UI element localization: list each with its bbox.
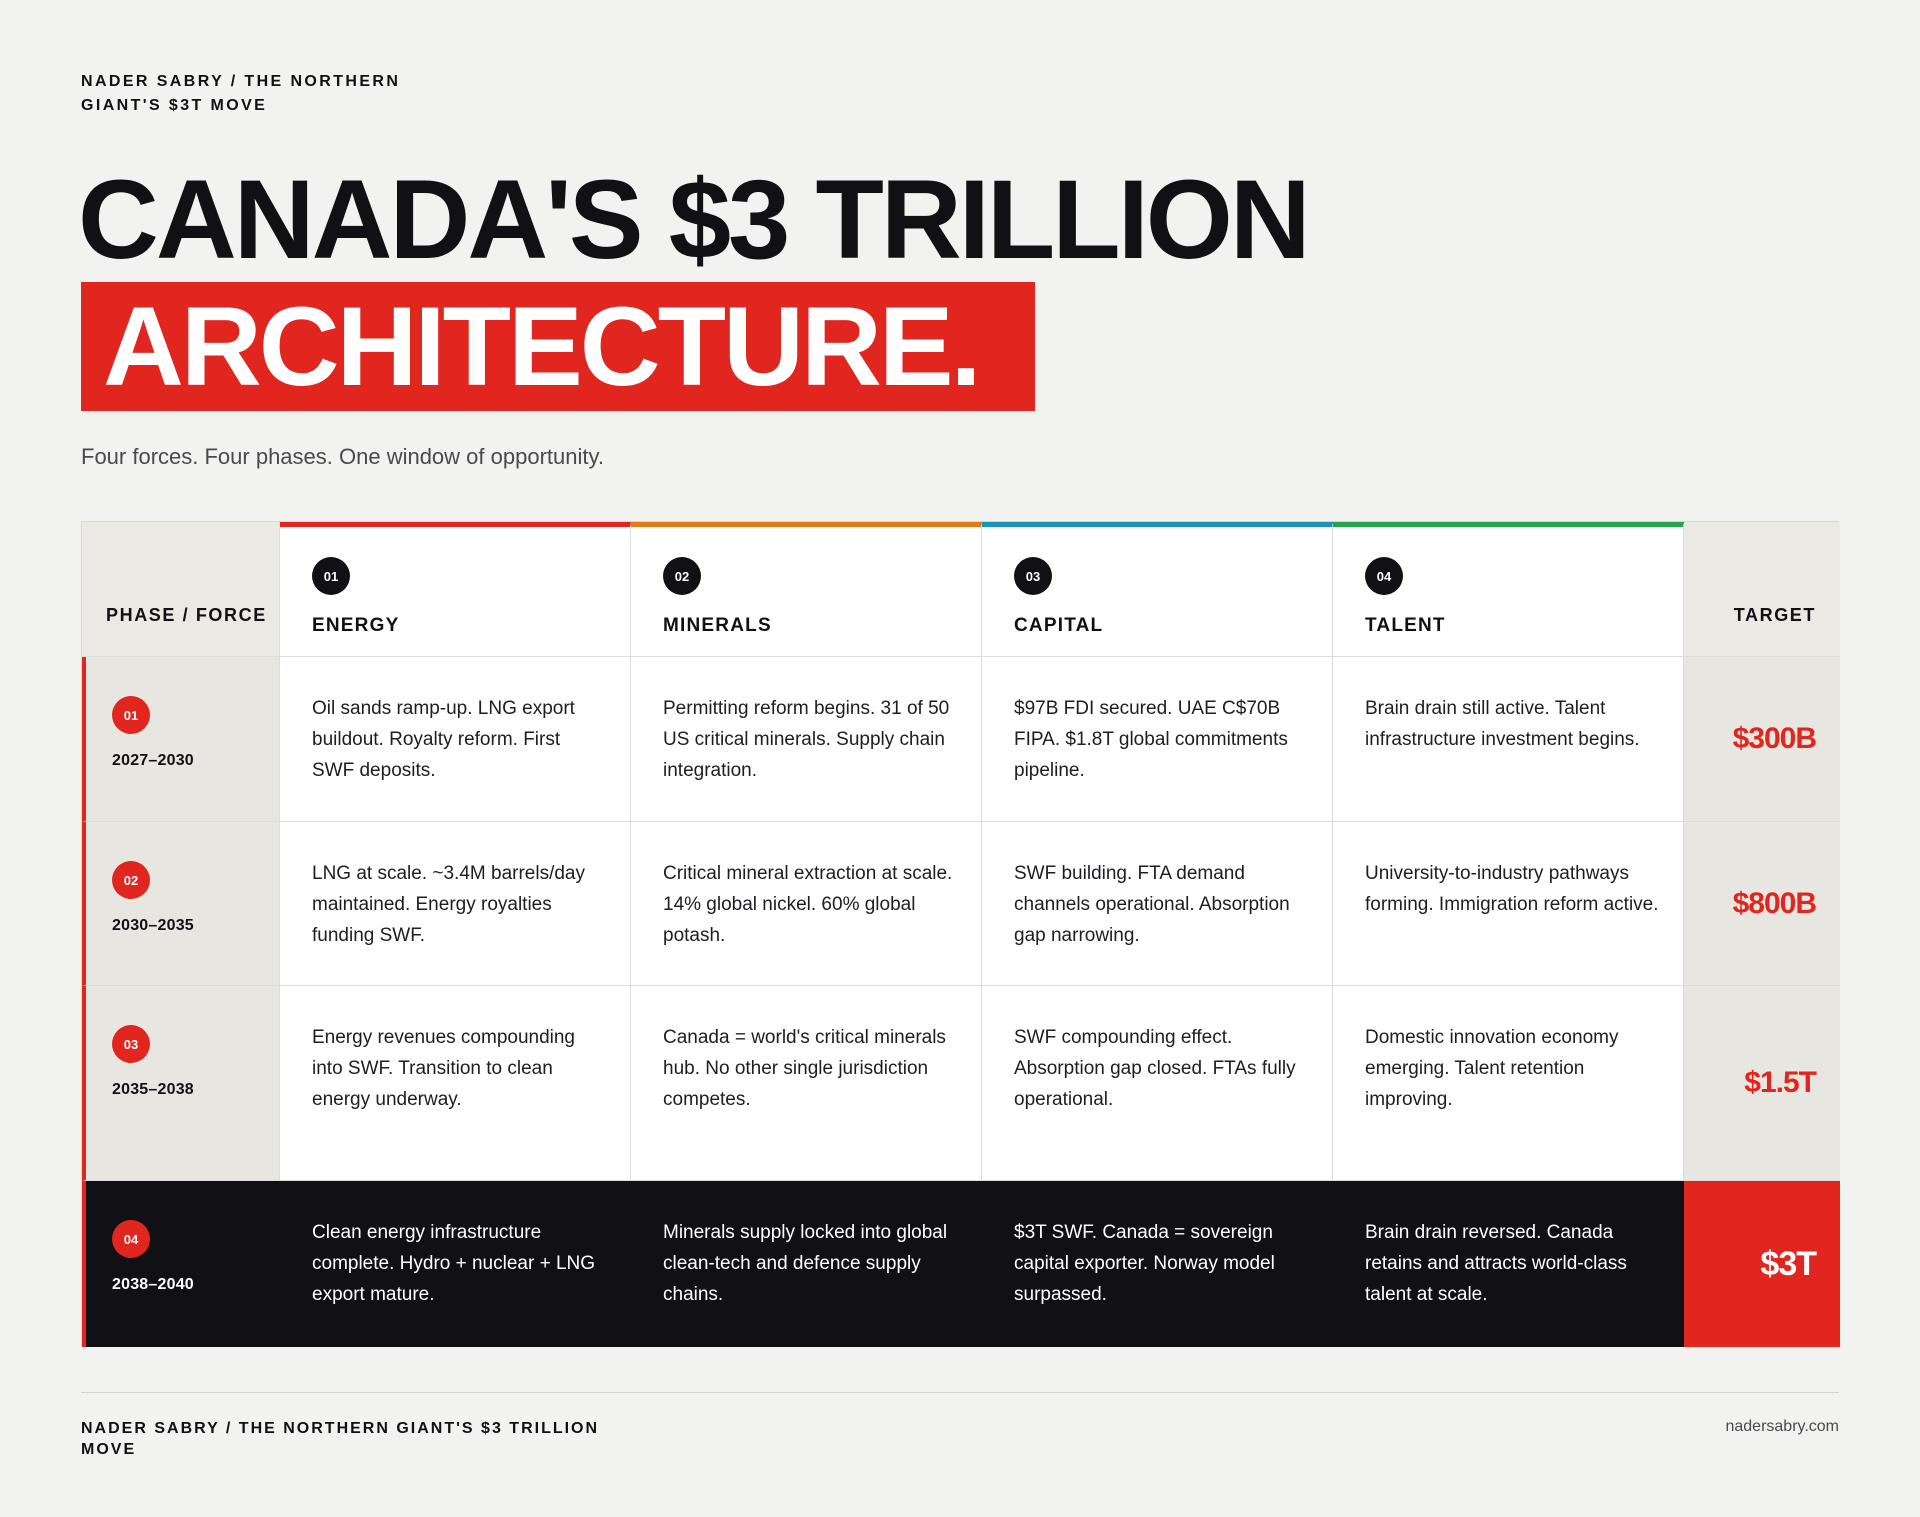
table-cell: Domestic innovation economy emerging. Talent retention improving. [1333, 986, 1684, 1181]
force-name: CAPITAL [1014, 615, 1104, 636]
table-cell: Canada = world's critical minerals hub. No other single jurisdiction competes. [631, 986, 982, 1181]
phase-number-badge: 02 [112, 861, 150, 899]
table-cell: $3T SWF. Canada = sovereign capital exporter. Norway model surpassed. [982, 1181, 1333, 1347]
force-header-energy [280, 522, 631, 657]
target-value: $300B [1684, 657, 1840, 822]
force-number-badge: 02 [663, 557, 701, 595]
phase-years: 2030–2035 [112, 917, 194, 934]
phase-label-04 [82, 1181, 280, 1347]
force-number-badge: 04 [1365, 557, 1403, 595]
phase-label-02 [82, 822, 280, 986]
phase-number-badge: 01 [112, 696, 150, 734]
architecture-table [81, 521, 1839, 1346]
target-value: $1.5T [1684, 986, 1840, 1181]
phase-label-01 [82, 657, 280, 822]
footer-website-link[interactable]: nadersabry.com [1725, 1418, 1839, 1435]
force-name: ENERGY [312, 615, 400, 636]
table-cell: Brain drain still active. Talent infrastructure investment begins. [1333, 657, 1684, 822]
table-cell: $97B FDI secured. UAE C$70B FIPA. $1.8T global commitments pipeline. [982, 657, 1333, 822]
table-cell: LNG at scale. ~3.4M barrels/day maintained. Energy royalties funding SWF. [280, 822, 631, 986]
phase-years: 2038–2040 [112, 1276, 194, 1293]
force-header-capital [982, 522, 1333, 657]
phase-years: 2035–2038 [112, 1081, 194, 1098]
page-title: CANADA'S $3 TRILLION [78, 157, 1308, 282]
table-cell: SWF compounding effect. Absorption gap closed. FTAs fully operational. [982, 986, 1333, 1181]
table-cell: SWF building. FTA demand channels operational. Absorption gap narrowing. [982, 822, 1333, 986]
force-number-badge: 01 [312, 557, 350, 595]
force-name: MINERALS [663, 615, 772, 636]
phase-years: 2027–2030 [112, 752, 194, 769]
table-cell: Minerals supply locked into global clean-tech and defence supply chains. [631, 1181, 982, 1347]
table-cell: Oil sands ramp-up. LNG export buildout. Royalty reform. First SWF deposits. [280, 657, 631, 822]
corner-header: PHASE / FORCE [82, 522, 280, 657]
table-cell: Energy revenues compounding into SWF. Transition to clean energy underway. [280, 986, 631, 1181]
page-title-highlight: ARCHITECTURE. [81, 282, 1035, 411]
phase-number-badge: 04 [112, 1220, 150, 1258]
force-name: TALENT [1365, 615, 1446, 636]
force-header-minerals [631, 522, 982, 657]
footer-divider [81, 1392, 1839, 1393]
table-cell: Clean energy infrastructure complete. Hydro + nuclear + LNG export mature. [280, 1181, 631, 1347]
force-number-badge: 03 [1014, 557, 1052, 595]
subtitle: Four forces. Four phases. One window of opportunity. [81, 444, 604, 469]
target-value: $800B [1684, 822, 1840, 986]
kicker: NADER SABRY / THE NORTHERN GIANT'S $3T MOVE [81, 73, 401, 114]
force-header-talent [1333, 522, 1684, 657]
table-cell: Permitting reform begins. 31 of 50 US critical minerals. Supply chain integration. [631, 657, 982, 822]
table-cell: University-to-industry pathways forming. Immigration reform active. [1333, 822, 1684, 986]
footer-credit: NADER SABRY / THE NORTHERN GIANT'S $3 TRILLION MOVE [81, 1420, 600, 1458]
phase-label-03 [82, 986, 280, 1181]
table-cell: Critical mineral extraction at scale. 14% global nickel. 60% global potash. [631, 822, 982, 986]
target-value: $3T [1684, 1181, 1840, 1347]
phase-number-badge: 03 [112, 1025, 150, 1063]
target-header: TARGET [1684, 522, 1840, 657]
table-cell: Brain drain reversed. Canada retains and attracts world-class talent at scale. [1333, 1181, 1684, 1347]
